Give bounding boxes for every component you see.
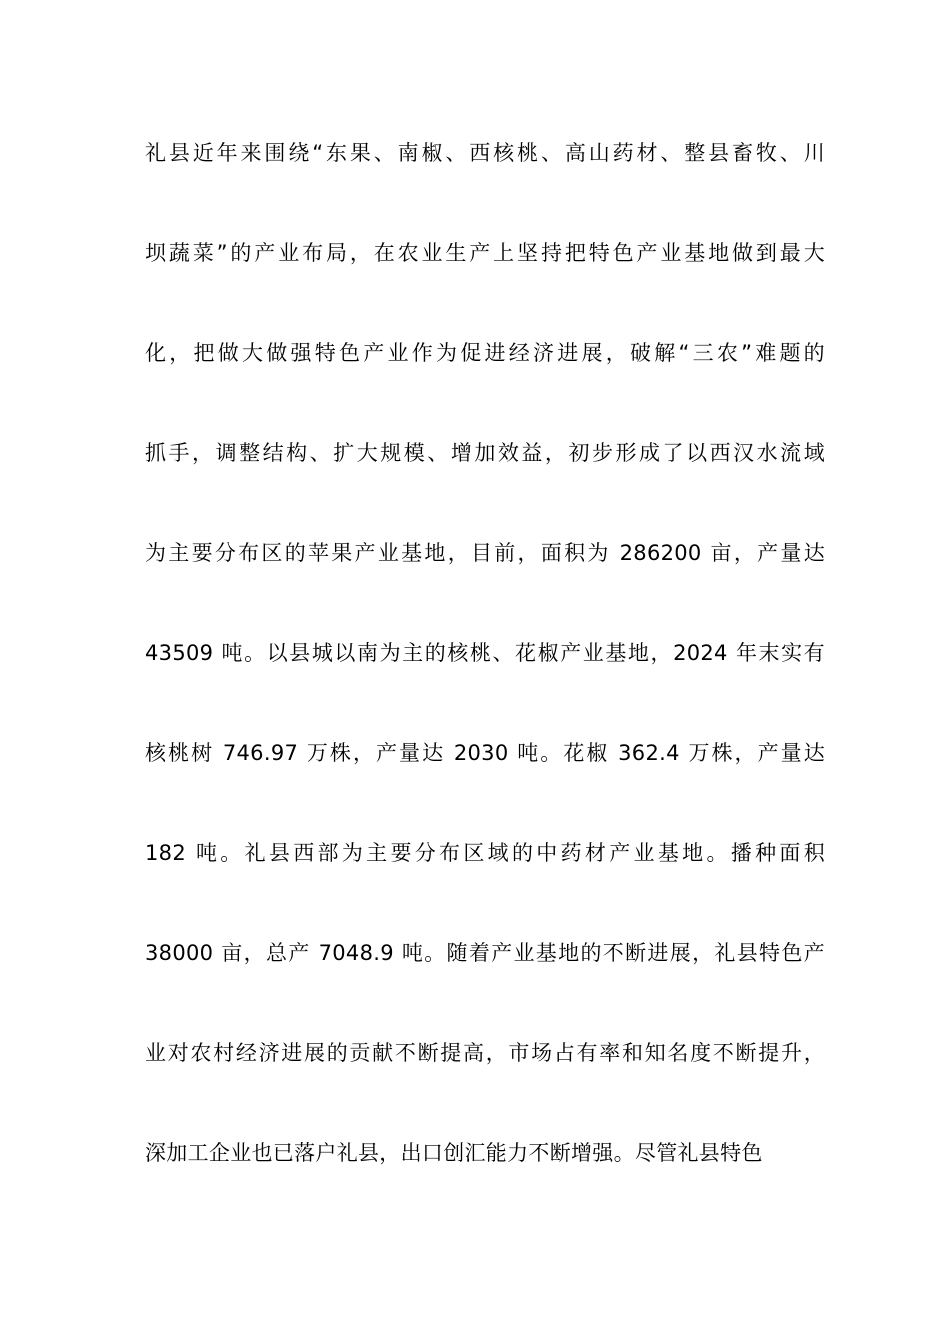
paragraph-line-3: 化，把做大做强特色产业作为促进经济进展，破解“三农”难题的 <box>145 341 825 365</box>
paragraph-line-7: 核桃树 746.97 万株，产量达 2030 吨。花椒 362.4 万株，产量达 <box>145 741 825 765</box>
paragraph-line-5: 为主要分布区的苹果产业基地，目前，面积为 286200 亩，产量达 <box>145 541 825 565</box>
paragraph-line-6: 43509 吨。以县城以南为主的核桃、花椒产业基地，2024 年末实有 <box>145 641 825 665</box>
paragraph-line-8: 182 吨。礼县西部为主要分布区域的中药材产业基地。播种面积 <box>145 841 825 865</box>
paragraph-line-10: 业对农村经济进展的贡献不断提高，市场占有率和知名度不断提升， <box>145 1041 825 1065</box>
body-paragraph <box>145 130 825 1230</box>
paragraph-line-9: 38000 亩，总产 7048.9 吨。随着产业基地的不断进展，礼县特色产 <box>145 941 825 965</box>
paragraph-line-4: 抓手，调整结构、扩大规模、增加效益，初步形成了以西汉水流域 <box>145 441 825 465</box>
paragraph-line-11: 深加工企业也已落户礼县，出口创汇能力不断增强。尽管礼县特色 <box>145 1141 763 1165</box>
paragraph-line-1: 礼县近年来围绕“东果、南椒、西核桃、高山药材、整县畜牧、川 <box>145 141 825 165</box>
paragraph-line-2: 坝蔬菜”的产业布局，在农业生产上坚持把特色产业基地做到最大 <box>145 241 825 265</box>
